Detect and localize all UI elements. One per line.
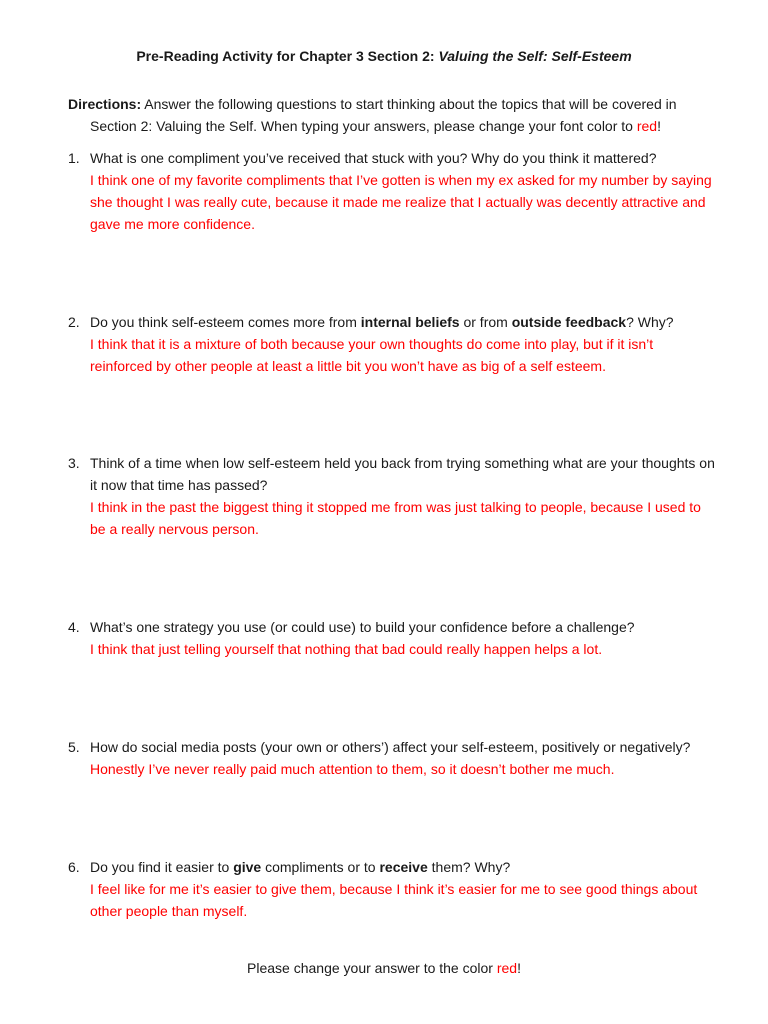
question-number: 1. <box>68 150 80 166</box>
question-1 <box>68 147 718 235</box>
answer-text[interactable]: I think that just telling yourself that nothing that bad could really happen helps a lot. <box>90 641 603 657</box>
directions-red-word: red <box>636 118 658 134</box>
question-text: What’s one strategy you use (or could use) to build your confidence before a challenge? <box>90 619 635 635</box>
footer-end: ! <box>517 960 521 976</box>
title-italic: Valuing the Self: Self-Esteem <box>438 48 632 64</box>
directions-line2-wrap <box>68 115 718 137</box>
question-bold-part: outside feedback <box>511 314 627 330</box>
answer-text[interactable]: I think in the past the biggest thing it stopped me from was just talking to people, because I used to be a really nervous person. <box>90 499 701 537</box>
directions-end: ! <box>657 118 661 134</box>
question-bold-part: receive <box>379 859 428 875</box>
question-text: How do social media posts (your own or others’) affect your self-esteem, positively or negatively? <box>90 739 691 755</box>
question-text-part: them? Why? <box>427 859 511 875</box>
question-text-part: Do you find it easier to <box>90 859 234 875</box>
directions-line1: Answer the following questions to start thinking about the topics that will be covered in <box>141 96 677 112</box>
question-number: 5. <box>68 739 80 755</box>
question-number: 4. <box>68 619 80 635</box>
question-bold-part: internal beliefs <box>360 314 460 330</box>
footer-text: Please change your answer to the color <box>247 960 497 976</box>
footer-red-word: red <box>496 960 518 976</box>
answer-text[interactable]: I think one of my favorite compliments that I’ve gotten is when my ex asked for my number by saying she thought I was really cute, because it made me realize that I actually was decently attractive and gave me more confidence. <box>90 172 712 232</box>
question-text-part: ? Why? <box>626 314 674 330</box>
answer-text[interactable]: I feel like for me it’s easier to give them, because I think it’s easier for me to see good things about other people than myself. <box>90 881 698 919</box>
footer-note <box>0 957 768 979</box>
question-number: 3. <box>68 455 80 471</box>
question-text <box>90 311 718 333</box>
question-text-part: or from <box>459 314 512 330</box>
question-text: Think of a time when low self-esteem held you back from trying something what are your thoughts on it now that time has passed? <box>90 455 715 493</box>
question-6 <box>68 856 718 922</box>
question-4 <box>68 616 718 660</box>
answer-text[interactable]: I think that it is a mixture of both because your own thoughts do come into play, but if it isn’t reinforced by other people at least a little bit you won’t have as big of a self esteem. <box>90 336 654 374</box>
question-3 <box>68 452 718 540</box>
question-text-part: compliments or to <box>261 859 380 875</box>
question-text <box>90 856 718 878</box>
question-text: What is one compliment you’ve received that stuck with you? Why do you think it mattered? <box>90 150 657 166</box>
question-bold-part: give <box>233 859 262 875</box>
directions-line2: Section 2: Valuing the Self. When typing your answers, please change your font color to <box>90 118 637 134</box>
question-text-part: Do you think self-esteem comes more from <box>90 314 361 330</box>
directions <box>68 93 718 137</box>
title-prefix: Pre-Reading Activity for Chapter 3 Section 2: <box>136 48 439 64</box>
directions-label: Directions: <box>68 96 142 112</box>
page-title <box>0 46 768 66</box>
question-number: 6. <box>68 859 80 875</box>
question-number: 2. <box>68 314 80 330</box>
question-2 <box>68 311 718 377</box>
answer-text[interactable]: Honestly I’ve never really paid much attention to them, so it doesn’t bother me much. <box>90 761 615 777</box>
question-5 <box>68 736 718 780</box>
